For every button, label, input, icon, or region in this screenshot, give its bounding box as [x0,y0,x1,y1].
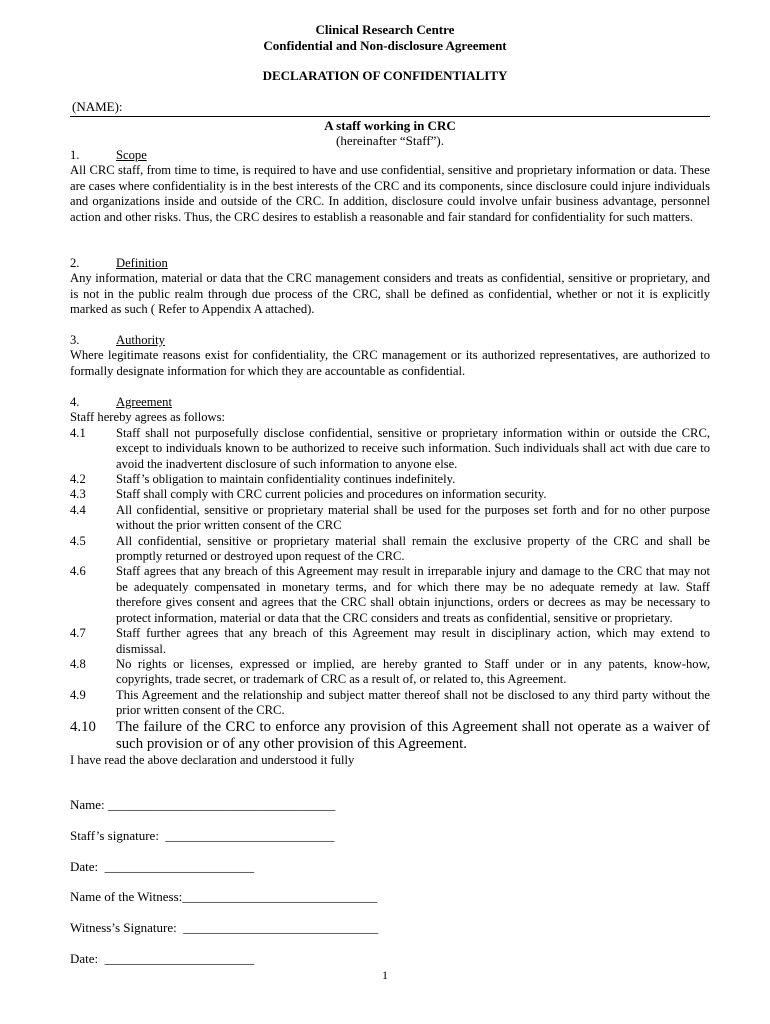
section-title: Definition [116,256,168,270]
section-title: Authority [116,333,165,347]
agreement-item-4-10 [70,719,710,753]
item-text: Staff’s obligation to maintain confidentiality continues indefinitely. [116,472,456,487]
item-number: 4.8 [70,656,86,671]
section-title: Scope [116,148,147,162]
item-text: All confidential, sensitive or proprietary material shall remain the exclusive property of the CRC and shall be promptly returned or destroyed upon request of the CRC. [116,533,710,564]
name-underline [70,116,710,117]
item-number: 4.2 [70,472,86,487]
staff-line: A staff working in CRC [324,118,456,133]
staff-signature-field[interactable]: Staff’s signature: __________________________ [70,828,335,843]
agreement-item-4-7 [70,626,710,657]
item-text: Staff further agrees that any breach of this Agreement may result in disciplinary action, which may extend to dismissal. [116,626,710,656]
witness-signature-field[interactable]: Witness’s Signature: ______________________________ [70,920,379,935]
section-heading [70,148,710,163]
section-title: Agreement [116,395,172,409]
agreement-item-4-8 [70,657,710,688]
section-number: 3. [70,333,80,347]
item-number: 4.3 [70,487,86,502]
agreement-item-4-6 [70,564,710,626]
item-number: 4.7 [70,626,86,641]
witness-name-field[interactable]: Name of the Witness:______________________________ [70,889,378,904]
section-scope [70,148,710,225]
item-text: The failure of the CRC to enforce any provision of this Agreement shall not operate as a waiver of such provision or of any other provision of this Agreement. [116,718,710,752]
section-body: All CRC staff, from time to time, is required to have and use confidential, sensitive and proprietary information or data. These are cases where confidentiality is in the best interests of the CRC and its components, since disclosure could injure individuals and organizations inside and outside of the CRC. In addition, disclosure could involve unfair business advantage, personnel action and other risks. Thus, the CRC desires to establish a reasonable and fair standard for confidentiality for such matters. [70,163,710,224]
agreement-item-4-2 [70,472,710,487]
section-body: Where legitimate reasons exist for confidentiality, the CRC management or its authorized representatives, are authorized to formally designate information for which they are accountable as confidential. [70,348,710,378]
section-definition [70,256,710,318]
section-agreement [70,395,710,768]
item-number: 4.5 [70,533,86,548]
witness-date-field[interactable]: Date: _______________________ [70,951,255,966]
item-text: No rights or licenses, expressed or implied, are hereby granted to Staff under or in any patents, know-how, copyrights, trade secret, or trademark of CRC as a result of, or related to, this Agreement. [116,656,710,687]
section-number: 1. [70,148,80,162]
item-text: This Agreement and the relationship and subject matter thereof shall not be disclosed to any third party without the prior written consent of the CRC. [116,687,710,718]
section-heading [70,333,710,348]
date-field[interactable]: Date: _______________________ [70,859,255,874]
item-text: Staff shall not purposefully disclose confidential, sensitive or proprietary information within or outside the CRC, except to individuals known to be authorized to receive such information. Such individuals shall act with due care to avoid the inadvertent disclosure of such information to anyone else. [116,425,710,471]
agreement-item-4-3 [70,487,710,502]
item-number: 4.9 [70,687,86,702]
agreement-item-4-9 [70,688,710,719]
section-number: 4. [70,395,80,409]
item-text: Staff shall comply with CRC current policies and procedures on information security. [116,487,547,502]
section-authority [70,333,710,379]
section-number: 2. [70,256,80,270]
agreement-closing: I have read the above declaration and understood it fully [70,752,355,767]
name-field[interactable]: Name: ___________________________________ [70,797,336,812]
item-number: 4.4 [70,502,86,517]
header-organization: Clinical Research Centre [315,22,455,37]
section-body: Any information, material or data that the CRC management considers and treats as confidential, sensitive or proprietary, and is not in the public realm through due process of the CRC, shall be defined as confidential, whether or not it is explicitly marked as such ( Refer to Appendix A attached). [70,271,710,317]
section-heading [70,395,710,410]
agreement-item-4-4 [70,503,710,534]
item-text: All confidential, sensitive or proprietary material shall be used for the purposes set forth and for no other purpose without the prior written consent of the CRC [116,502,710,533]
item-number: 4.10 [70,718,96,735]
page-number: 1 [382,968,388,982]
header-agreement-title: Confidential and Non-disclosure Agreement [263,38,507,53]
agreement-item-4-5 [70,534,710,565]
section-heading [70,256,710,271]
item-number: 4.1 [70,425,86,440]
agreement-intro: Staff hereby agrees as follows: [70,410,226,425]
name-label: (NAME): [72,99,123,114]
hereinafter-line: (hereinafter “Staff”). [335,133,445,148]
item-number: 4.6 [70,564,86,579]
item-text: Staff agrees that any breach of this Agreement may result in irreparable injury and damage to the CRC that may not be adequately compensated in monetary terms, and for which there may be no adequate remedy at law. Staff therefore gives consent and agrees that the CRC shall obtain injunctions, orders or decrees as may be necessary to protect information, material or data that the CRC considers and treats as confidential, sensitive or proprietary. [116,564,710,625]
header-declaration-title: DECLARATION OF CONFIDENTIALITY [262,68,508,83]
agreement-item-4-1 [70,426,710,472]
